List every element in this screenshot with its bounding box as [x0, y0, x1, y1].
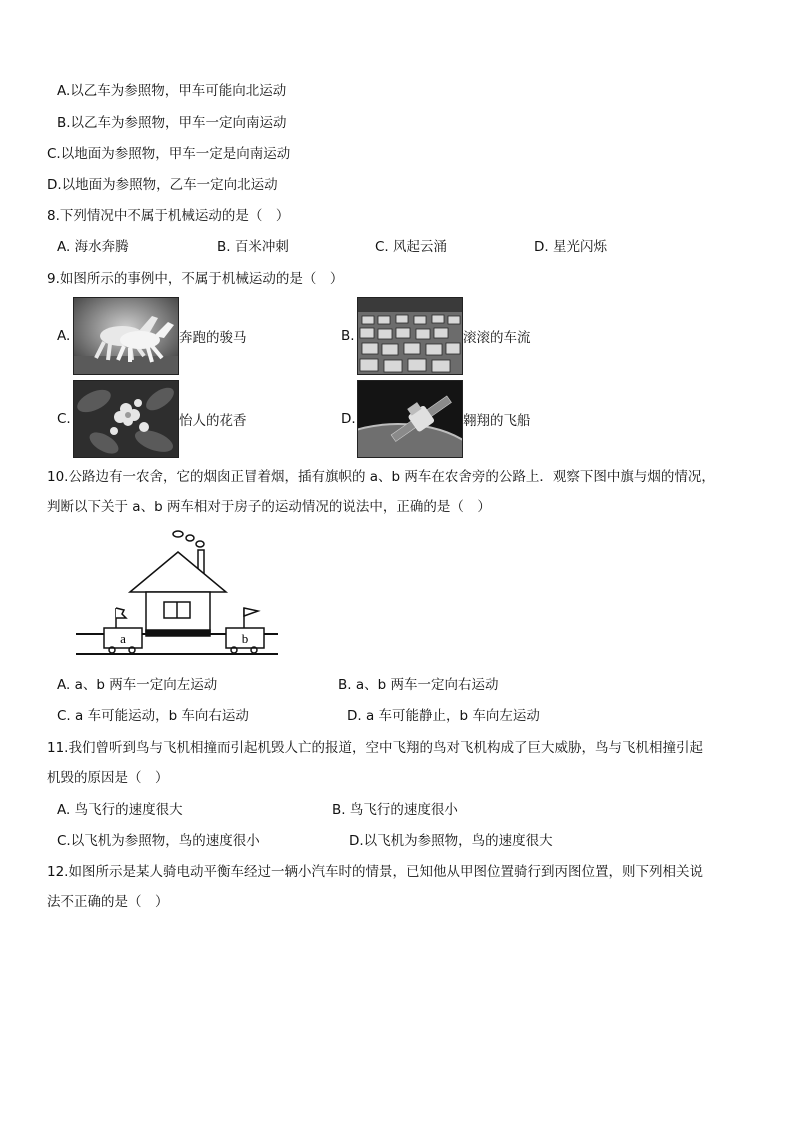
q9-option-b — [341, 297, 531, 375]
q8-option-a: A. 海水奔腾 — [57, 239, 129, 255]
traffic-photo — [357, 297, 463, 375]
q9-option-d — [341, 380, 531, 458]
q8-option-c: C. 风起云涌 — [375, 239, 448, 255]
q7-option-c: C.以地面为参照物，甲车一定是向南运动 — [47, 146, 291, 162]
q10-stem-line1: 10.公路边有一农舍，它的烟囱正冒着烟，插有旗帜的 a、b 两车在农舍旁的公路上．观察下图中旗与烟的情况， — [47, 469, 715, 485]
q11-option-b: B. 鸟飞行的速度很小 — [332, 802, 458, 818]
car-b-label: b — [241, 631, 249, 646]
q9-option-a-label: A. — [57, 328, 71, 344]
q12-stem-line2: 法不正确的是（ ） — [47, 894, 169, 910]
q9-option-c-label: C. — [57, 411, 71, 427]
q10-option-d: D. a 车可能静止，b 车向左运动 — [347, 708, 540, 724]
q11-stem-line1: 11.我们曾听到鸟与飞机相撞而引起机毁人亡的报道，空中飞翔的鸟对飞机构成了巨大威胁，鸟与飞机相撞引起 — [47, 740, 703, 756]
q11-stem-line2: 机毁的原因是（ ） — [47, 770, 169, 786]
flower-photo — [73, 380, 179, 458]
q10-option-a: A. a、b 两车一定向左运动 — [57, 677, 218, 693]
q9-option-b-label: B. — [341, 328, 355, 344]
house-cars-figure — [72, 528, 282, 662]
q8-stem: 8.下列情况中不属于机械运动的是（ ） — [47, 208, 290, 224]
q11-option-c: C.以飞机为参照物，鸟的速度很小 — [57, 833, 260, 849]
q11-option-a: A. 鸟飞行的速度很大 — [57, 802, 183, 818]
q11-option-d: D.以飞机为参照物，鸟的速度很大 — [349, 833, 553, 849]
q10-option-b: B. a、b 两车一定向右运动 — [338, 677, 499, 693]
q9-option-a — [57, 297, 247, 375]
q8-option-d: D. 星光闪烁 — [534, 239, 607, 255]
q9-option-b-caption: 滚滚的车流 — [463, 330, 531, 346]
q10-stem-line2: 判断以下关于 a、b 两车相对于房子的运动情况的说法中，正确的是（ ） — [47, 499, 491, 515]
q9-option-c — [57, 380, 247, 458]
q9-option-c-caption: 怡人的花香 — [179, 413, 247, 429]
q12-stem-line1: 12.如图所示是某人骑电动平衡车经过一辆小汽车时的情景，已知他从甲图位置骑行到丙图位置，则下列相关说 — [47, 864, 703, 880]
q10-option-c: C. a 车可能运动，b 车向右运动 — [57, 708, 249, 724]
q9-stem: 9.如图所示的事例中，不属于机械运动的是（ ） — [47, 271, 344, 287]
car-a-label: a — [120, 631, 126, 646]
q9-option-d-caption: 翱翔的飞船 — [463, 413, 531, 429]
horse-photo — [73, 297, 179, 375]
q9-option-d-label: D. — [341, 411, 356, 427]
q7-option-a: A.以乙车为参照物，甲车可能向北运动 — [57, 83, 287, 99]
q7-option-b: B.以乙车为参照物，甲车一定向南运动 — [57, 115, 287, 131]
q8-option-b: B. 百米冲刺 — [217, 239, 289, 255]
q9-option-a-caption: 奔跑的骏马 — [179, 330, 247, 346]
q7-option-d: D.以地面为参照物，乙车一定向北运动 — [47, 177, 278, 193]
spacecraft-photo — [357, 380, 463, 458]
